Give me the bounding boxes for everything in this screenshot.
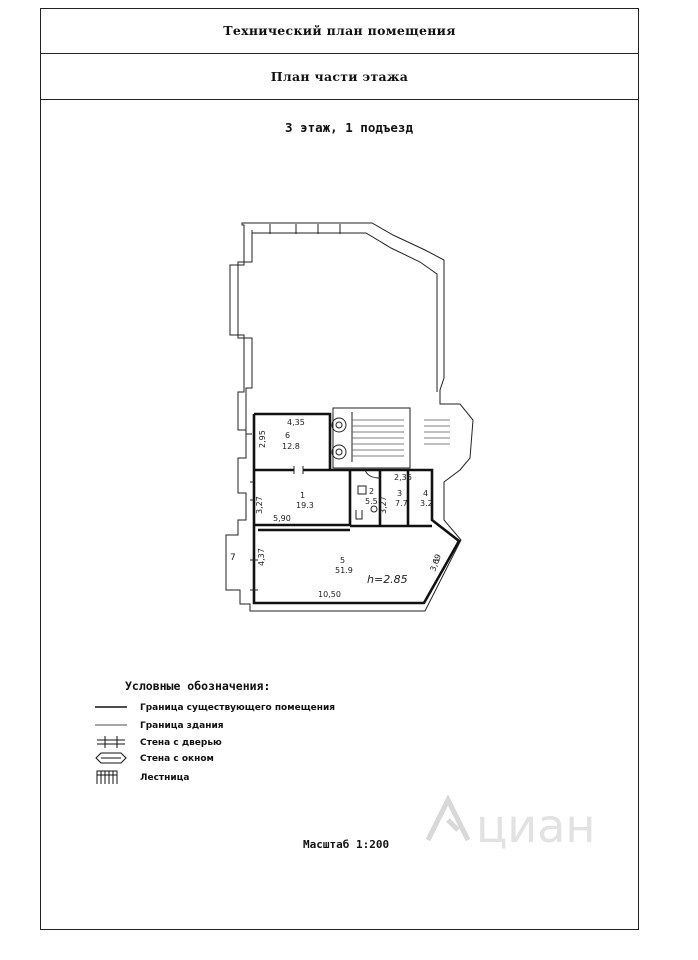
dim-437: 4,37: [257, 548, 266, 566]
room-7-num: 7: [230, 553, 236, 563]
dim-1050: 10,50: [318, 590, 341, 599]
dim-327a: 3,27: [255, 496, 264, 514]
room-5-num: 5: [340, 556, 346, 565]
room-3-num: 3: [397, 489, 403, 498]
dim-327b: 3,27: [379, 496, 388, 514]
room-4-num: 4: [423, 489, 429, 498]
legend-label-door: Стена с дверью: [140, 738, 222, 748]
staircase-icon: [95, 770, 127, 784]
room-1-num: 1: [300, 491, 306, 500]
legend-row-window: [95, 751, 127, 765]
legend-row-existing-room: [95, 700, 127, 714]
room-4-area: 3.2: [420, 499, 433, 508]
dim-236: 2,36: [394, 473, 412, 482]
building-boundary-line-icon: [95, 718, 127, 732]
document-subtitle: План части этажа: [40, 54, 639, 100]
wall-with-window-icon: [95, 751, 127, 765]
cian-watermark-logo: [418, 780, 618, 860]
legend-row-building: [95, 718, 127, 732]
legend-row-stairs: [95, 770, 127, 784]
room-6-area: 12.8: [282, 442, 300, 451]
ceiling-height: h=2.85: [367, 573, 408, 586]
legend-label-stairs: Лестница: [140, 773, 190, 783]
room-2-num: 2: [369, 487, 375, 496]
dim-435: 4,35: [287, 418, 305, 427]
dim-369: 3,69: [428, 552, 443, 573]
room-6-num: 6: [285, 431, 291, 440]
wall-with-door-icon: [95, 735, 127, 749]
legend-row-door: [95, 735, 127, 749]
floor-info: 3 этаж, 1 подъезд: [285, 120, 413, 135]
room-1-area: 19.3: [296, 501, 314, 510]
dim-590: 5,90: [273, 514, 291, 523]
watermark-text: циан: [476, 799, 596, 853]
legend-title: Условные обозначения:: [125, 679, 271, 693]
legend-label-building: Граница здания: [140, 721, 224, 731]
legend-label-window: Стена с окном: [140, 754, 214, 764]
dim-295: 2,95: [258, 430, 267, 448]
room-5-area: 51.9: [335, 566, 353, 575]
legend-label-existing-room: Граница существующего помещения: [140, 703, 336, 713]
scale-label: Масштаб 1:200: [303, 838, 390, 851]
room-3-area: 7.7: [395, 499, 408, 508]
existing-room-boundary-line-icon: [95, 700, 127, 714]
document-title: Технический план помещения: [40, 8, 639, 54]
room-2-area: 5.5: [365, 497, 378, 506]
